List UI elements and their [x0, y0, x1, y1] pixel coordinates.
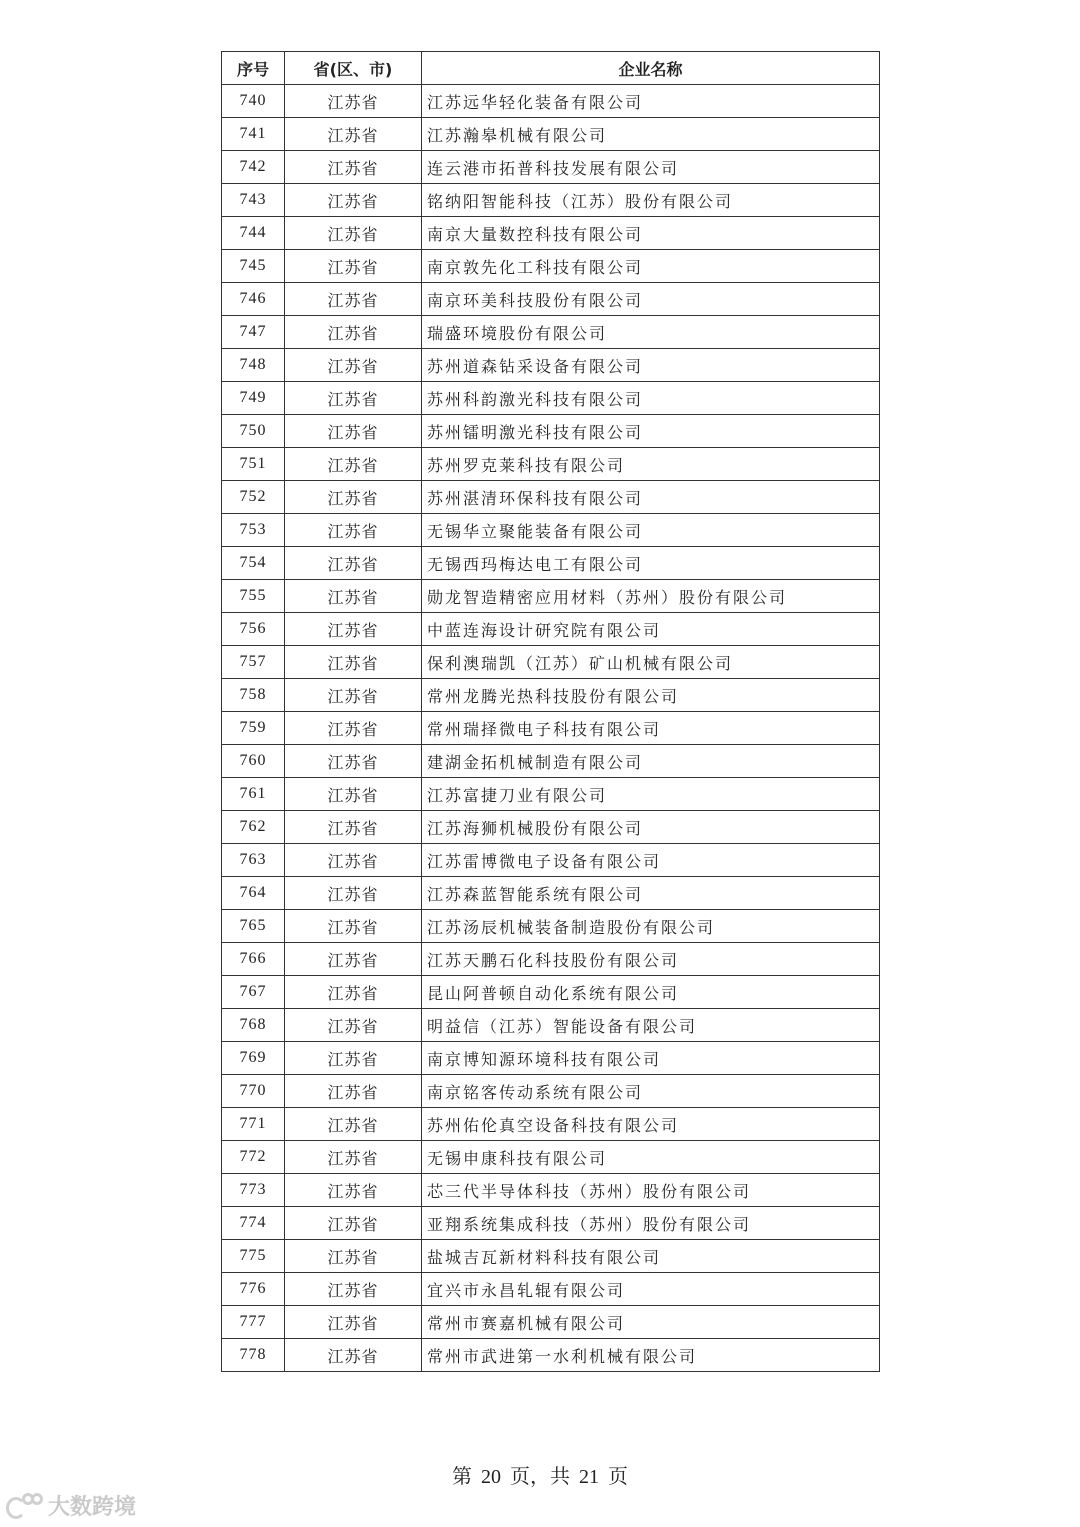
row-company-name: 明益信（江苏）智能设备有限公司: [422, 1009, 880, 1042]
row-index: 767: [222, 976, 285, 1009]
row-company-name: 南京大量数控科技有限公司: [422, 217, 880, 250]
table-row: [222, 1240, 880, 1273]
row-province: 江苏省: [285, 1174, 422, 1207]
row-province: 江苏省: [285, 778, 422, 811]
table-row: [222, 1108, 880, 1141]
table-row: [222, 283, 880, 316]
row-province: 江苏省: [285, 118, 422, 151]
row-company-name: 江苏天鹏石化科技股份有限公司: [422, 943, 880, 976]
watermark-logo-icon: [6, 1493, 42, 1519]
row-company-name: 苏州道森钻采设备有限公司: [422, 349, 880, 382]
row-province: 江苏省: [285, 1042, 422, 1075]
row-index: 758: [222, 679, 285, 712]
row-index: 765: [222, 910, 285, 943]
row-index: 777: [222, 1306, 285, 1339]
row-province: 江苏省: [285, 85, 422, 118]
row-province: 江苏省: [285, 811, 422, 844]
row-province: 江苏省: [285, 1207, 422, 1240]
table-body: [222, 85, 880, 1372]
row-index: 771: [222, 1108, 285, 1141]
row-company-name: 江苏森蓝智能系统有限公司: [422, 877, 880, 910]
table-row: [222, 382, 880, 415]
table-row: [222, 745, 880, 778]
row-company-name: 南京铭客传动系统有限公司: [422, 1075, 880, 1108]
row-company-name: 苏州湛清环保科技有限公司: [422, 481, 880, 514]
header-index: 序号: [222, 52, 285, 85]
row-index: 752: [222, 481, 285, 514]
table-row: [222, 844, 880, 877]
row-company-name: 宜兴市永昌轧辊有限公司: [422, 1273, 880, 1306]
table-row: [222, 877, 880, 910]
row-company-name: 盐城吉瓦新材料科技有限公司: [422, 1240, 880, 1273]
row-index: 759: [222, 712, 285, 745]
row-company-name: 保利澳瑞凯（江苏）矿山机械有限公司: [422, 646, 880, 679]
row-index: 744: [222, 217, 285, 250]
row-index: 774: [222, 1207, 285, 1240]
row-index: 740: [222, 85, 285, 118]
row-province: 江苏省: [285, 943, 422, 976]
row-index: 743: [222, 184, 285, 217]
row-province: 江苏省: [285, 184, 422, 217]
table-row: [222, 184, 880, 217]
row-province: 江苏省: [285, 1273, 422, 1306]
row-province: 江苏省: [285, 151, 422, 184]
row-company-name: 建湖金拓机械制造有限公司: [422, 745, 880, 778]
table-row: [222, 1174, 880, 1207]
table-row: [222, 580, 880, 613]
row-index: 750: [222, 415, 285, 448]
row-province: 江苏省: [285, 547, 422, 580]
table-row: [222, 250, 880, 283]
row-company-name: 南京环美科技股份有限公司: [422, 283, 880, 316]
row-province: 江苏省: [285, 580, 422, 613]
header-company: 企业名称: [422, 52, 880, 85]
row-province: 江苏省: [285, 976, 422, 1009]
row-province: 江苏省: [285, 712, 422, 745]
row-province: 江苏省: [285, 1240, 422, 1273]
header-province: 省(区、市): [285, 52, 422, 85]
row-index: 772: [222, 1141, 285, 1174]
row-company-name: 亚翔系统集成科技（苏州）股份有限公司: [422, 1207, 880, 1240]
table-row: [222, 1273, 880, 1306]
table-row: [222, 448, 880, 481]
table-row: [222, 1339, 880, 1372]
table-row: [222, 217, 880, 250]
row-province: 江苏省: [285, 1141, 422, 1174]
row-company-name: 中蓝连海设计研究院有限公司: [422, 613, 880, 646]
row-index: 764: [222, 877, 285, 910]
row-company-name: 常州瑞择微电子科技有限公司: [422, 712, 880, 745]
row-company-name: 南京博知源环境科技有限公司: [422, 1042, 880, 1075]
row-company-name: 无锡西玛梅达电工有限公司: [422, 547, 880, 580]
row-company-name: 江苏雷博微电子设备有限公司: [422, 844, 880, 877]
row-company-name: 昆山阿普顿自动化系统有限公司: [422, 976, 880, 1009]
row-province: 江苏省: [285, 382, 422, 415]
row-company-name: 无锡申康科技有限公司: [422, 1141, 880, 1174]
row-province: 江苏省: [285, 1339, 422, 1372]
row-province: 江苏省: [285, 514, 422, 547]
row-index: 748: [222, 349, 285, 382]
table-row: [222, 1075, 880, 1108]
table-row: [222, 85, 880, 118]
row-index: 770: [222, 1075, 285, 1108]
row-index: 778: [222, 1339, 285, 1372]
row-company-name: 江苏富捷刀业有限公司: [422, 778, 880, 811]
table-row: [222, 151, 880, 184]
row-province: 江苏省: [285, 1009, 422, 1042]
table-row: [222, 118, 880, 151]
table-row: [222, 943, 880, 976]
row-province: 江苏省: [285, 646, 422, 679]
row-company-name: 苏州科韵激光科技有限公司: [422, 382, 880, 415]
row-index: 754: [222, 547, 285, 580]
row-company-name: 江苏汤辰机械装备制造股份有限公司: [422, 910, 880, 943]
table-row: [222, 1042, 880, 1075]
row-index: 776: [222, 1273, 285, 1306]
row-index: 762: [222, 811, 285, 844]
row-index: 747: [222, 316, 285, 349]
table-row: [222, 349, 880, 382]
row-index: 745: [222, 250, 285, 283]
row-index: 775: [222, 1240, 285, 1273]
row-company-name: 瑞盛环境股份有限公司: [422, 316, 880, 349]
table-row: [222, 646, 880, 679]
row-province: 江苏省: [285, 844, 422, 877]
table-header-row: [222, 52, 880, 85]
table-row: [222, 778, 880, 811]
table-row: [222, 481, 880, 514]
row-index: 741: [222, 118, 285, 151]
row-company-name: 连云港市拓普科技发展有限公司: [422, 151, 880, 184]
table-row: [222, 613, 880, 646]
row-province: 江苏省: [285, 1108, 422, 1141]
table-row: [222, 976, 880, 1009]
row-index: 746: [222, 283, 285, 316]
table-row: [222, 1207, 880, 1240]
row-index: 742: [222, 151, 285, 184]
row-company-name: 无锡华立聚能装备有限公司: [422, 514, 880, 547]
row-index: 756: [222, 613, 285, 646]
table-row: [222, 1009, 880, 1042]
row-province: 江苏省: [285, 448, 422, 481]
row-company-name: 常州龙腾光热科技股份有限公司: [422, 679, 880, 712]
row-province: 江苏省: [285, 217, 422, 250]
row-province: 江苏省: [285, 877, 422, 910]
row-province: 江苏省: [285, 1075, 422, 1108]
enterprise-table: [221, 51, 880, 1372]
row-province: 江苏省: [285, 613, 422, 646]
row-company-name: 勋龙智造精密应用材料（苏州）股份有限公司: [422, 580, 880, 613]
row-index: 755: [222, 580, 285, 613]
table-row: [222, 316, 880, 349]
row-company-name: 苏州罗克莱科技有限公司: [422, 448, 880, 481]
row-province: 江苏省: [285, 481, 422, 514]
table-row: [222, 547, 880, 580]
row-index: 757: [222, 646, 285, 679]
row-province: 江苏省: [285, 250, 422, 283]
watermark: [6, 1490, 136, 1521]
row-company-name: 芯三代半导体科技（苏州）股份有限公司: [422, 1174, 880, 1207]
row-company-name: 苏州佑伦真空设备科技有限公司: [422, 1108, 880, 1141]
table-row: [222, 1306, 880, 1339]
row-index: 760: [222, 745, 285, 778]
watermark-text: 大数跨境: [48, 1495, 137, 1520]
row-index: 753: [222, 514, 285, 547]
table-row: [222, 679, 880, 712]
row-province: 江苏省: [285, 349, 422, 382]
row-province: 江苏省: [285, 283, 422, 316]
row-index: 768: [222, 1009, 285, 1042]
row-company-name: 江苏瀚皋机械有限公司: [422, 118, 880, 151]
row-index: 749: [222, 382, 285, 415]
row-province: 江苏省: [285, 415, 422, 448]
row-company-name: 铭纳阳智能科技（江苏）股份有限公司: [422, 184, 880, 217]
row-province: 江苏省: [285, 745, 422, 778]
row-index: 763: [222, 844, 285, 877]
table-row: [222, 910, 880, 943]
row-company-name: 南京敦先化工科技有限公司: [422, 250, 880, 283]
row-index: 773: [222, 1174, 285, 1207]
table-row: [222, 514, 880, 547]
table-row: [222, 1141, 880, 1174]
row-company-name: 江苏海狮机械股份有限公司: [422, 811, 880, 844]
row-company-name: 江苏远华轻化装备有限公司: [422, 85, 880, 118]
row-index: 769: [222, 1042, 285, 1075]
row-company-name: 苏州镭明激光科技有限公司: [422, 415, 880, 448]
row-province: 江苏省: [285, 1306, 422, 1339]
table-row: [222, 811, 880, 844]
page-number: 第 20 页，共 21 页: [452, 1466, 628, 1488]
table-row: [222, 415, 880, 448]
row-company-name: 常州市赛嘉机械有限公司: [422, 1306, 880, 1339]
table-row: [222, 712, 880, 745]
row-province: 江苏省: [285, 910, 422, 943]
row-index: 766: [222, 943, 285, 976]
row-index: 761: [222, 778, 285, 811]
row-province: 江苏省: [285, 316, 422, 349]
row-company-name: 常州市武进第一水利机械有限公司: [422, 1339, 880, 1372]
row-province: 江苏省: [285, 679, 422, 712]
row-index: 751: [222, 448, 285, 481]
